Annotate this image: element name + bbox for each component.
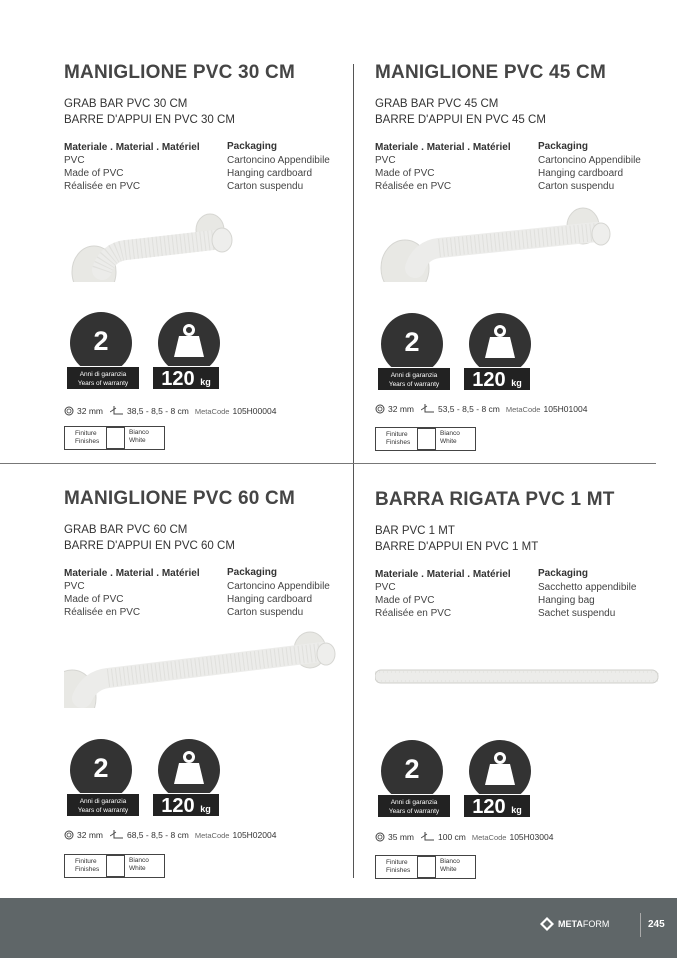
finish-label-it: Finiture: [75, 430, 97, 437]
product-subtitle-en: GRAB BAR PVC 60 CM: [64, 524, 188, 536]
page-number: 245: [648, 919, 665, 930]
diameter-icon: [375, 832, 385, 842]
finish-label-en: Finishes: [386, 867, 411, 874]
material-line: Réalisée en PVC: [64, 607, 141, 618]
metacode-label: MetaCode: [194, 406, 230, 416]
packaging-line: Sachet suspendu: [538, 608, 616, 619]
material-line: Réalisée en PVC: [375, 181, 452, 192]
material-heading: Materiale . Material . Matériel: [375, 569, 511, 580]
finish-label-it: Finiture: [386, 431, 408, 438]
packaging-line: Hanging cardboard: [227, 168, 313, 179]
load-value: 120: [472, 369, 506, 391]
projection-icon: [421, 832, 435, 842]
brand-name-light: FORM: [582, 919, 610, 929]
metacode-label: MetaCode: [505, 404, 541, 414]
weight-icon: [482, 325, 518, 361]
weight-icon: [171, 324, 207, 360]
packaging-line: Cartoncino Appendibile: [538, 155, 641, 166]
packaging-line: Carton suspendu: [227, 607, 304, 618]
product-card-45cm: [375, 62, 665, 462]
packaging-heading: Packaging: [538, 568, 589, 579]
warranty-label-it: Anni di garanzia: [390, 799, 438, 806]
warranty-label-en: Years of warranty: [77, 380, 129, 387]
finish-value-en: White: [440, 866, 457, 873]
projection-value: 38,5 - 8,5 - 8 cm: [126, 406, 189, 416]
metacode-value: 105H03004: [509, 832, 554, 842]
diameter-icon: [64, 406, 74, 416]
spec-line: [375, 404, 587, 414]
material-line: PVC: [64, 155, 85, 166]
finish-box: [375, 427, 476, 451]
packaging-heading: Packaging: [227, 141, 278, 152]
metacode-value: 105H01004: [543, 404, 588, 414]
weight-icon: [482, 752, 518, 788]
projection-icon: [110, 830, 124, 840]
spec-line: [64, 830, 276, 840]
material-heading: Materiale . Material . Matériel: [64, 142, 200, 153]
finish-swatch-white: [417, 428, 436, 450]
packaging-line: Hanging cardboard: [227, 594, 313, 605]
finish-label-it: Finiture: [386, 859, 408, 866]
load-unit: kg: [511, 805, 522, 815]
product-title: MANIGLIONE PVC 60 CM: [64, 488, 295, 509]
finish-box: [64, 426, 165, 450]
product-subtitle-fr: BARRE D'APPUI EN PVC 30 CM: [64, 114, 235, 126]
diameter-value: 32 mm: [388, 404, 414, 414]
packaging-heading: Packaging: [538, 141, 589, 152]
load-unit: kg: [511, 378, 522, 388]
warranty-years: 2: [381, 740, 443, 802]
load-value: 120: [472, 796, 506, 818]
finish-value-en: White: [129, 437, 146, 444]
warranty-years: 2: [381, 313, 443, 375]
product-image: [64, 588, 354, 708]
finish-swatch-white: [106, 427, 125, 449]
warranty-label-en: Years of warranty: [388, 381, 440, 388]
material-line: Réalisée en PVC: [64, 181, 141, 192]
horizontal-divider: [0, 463, 656, 464]
load-value: 120: [161, 368, 195, 390]
metacode-value: 105H02004: [232, 830, 277, 840]
material-heading: Materiale . Material . Matériel: [375, 142, 511, 153]
load-value: 120: [161, 795, 195, 817]
packaging-line: Hanging bag: [538, 595, 595, 606]
diameter-icon: [64, 830, 74, 840]
product-card-1mt: [375, 489, 665, 889]
warranty-label-it: Anni di garanzia: [79, 798, 127, 805]
material-line: PVC: [64, 581, 85, 592]
weight-icon: [171, 751, 207, 787]
finish-value-it: Bianco: [440, 858, 460, 865]
packaging-line: Carton suspendu: [227, 181, 304, 192]
product-title: MANIGLIONE PVC 30 CM: [64, 62, 295, 83]
material-line: Made of PVC: [375, 595, 435, 606]
warranty-years: 2: [70, 739, 132, 801]
spec-line: [64, 406, 276, 416]
finish-swatch-white: [106, 855, 125, 877]
product-image: [375, 589, 665, 709]
finish-label-it: Finiture: [75, 858, 97, 865]
warranty-years: 2: [70, 312, 132, 374]
projection-value: 100 cm: [437, 832, 466, 842]
brand-name-bold: META: [558, 919, 583, 929]
material-line: PVC: [375, 582, 396, 593]
load-unit: kg: [200, 804, 211, 814]
product-subtitle-fr: BARRE D'APPUI EN PVC 60 CM: [64, 540, 235, 552]
product-subtitle-fr: BARRE D'APPUI EN PVC 45 CM: [375, 114, 546, 126]
product-card-60cm: [64, 488, 354, 888]
finish-label-en: Finishes: [75, 866, 100, 873]
material-heading: Materiale . Material . Matériel: [64, 568, 200, 579]
material-line: Made of PVC: [64, 594, 124, 605]
material-line: Made of PVC: [64, 168, 124, 179]
packaging-line: Cartoncino Appendibile: [227, 581, 330, 592]
finish-value-it: Bianco: [129, 429, 149, 436]
finish-value-it: Bianco: [129, 857, 149, 864]
metacode-value: 105H00004: [232, 406, 277, 416]
packaging-line: Cartoncino Appendibile: [227, 155, 330, 166]
projection-icon: [421, 404, 435, 414]
material-line: PVC: [375, 155, 396, 166]
finish-value-en: White: [440, 438, 457, 445]
packaging-line: Sacchetto appendibile: [538, 582, 637, 593]
warranty-label-en: Years of warranty: [388, 808, 440, 815]
load-unit: kg: [200, 377, 211, 387]
projection-icon: [110, 406, 124, 416]
finish-value-it: Bianco: [440, 430, 460, 437]
finish-label-en: Finishes: [75, 438, 100, 445]
warranty-label-en: Years of warranty: [77, 807, 129, 814]
page-number-separator: [640, 913, 641, 937]
projection-value: 53,5 - 8,5 - 8 cm: [437, 404, 500, 414]
product-subtitle-fr: BARRE D'APPUI EN PVC 1 MT: [375, 541, 539, 553]
diameter-value: 35 mm: [388, 832, 414, 842]
product-title: BARRA RIGATA PVC 1 MT: [375, 489, 615, 510]
product-subtitle-en: GRAB BAR PVC 45 CM: [375, 98, 499, 110]
finish-label-en: Finishes: [386, 439, 411, 446]
spec-line: [375, 832, 553, 842]
diameter-value: 32 mm: [77, 830, 103, 840]
packaging-heading: Packaging: [227, 567, 278, 578]
metaform-logo-icon: [540, 917, 554, 931]
warranty-label-it: Anni di garanzia: [79, 371, 127, 378]
material-line: Made of PVC: [375, 168, 435, 179]
finish-box: [375, 855, 476, 879]
diameter-value: 32 mm: [77, 406, 103, 416]
packaging-line: Carton suspendu: [538, 181, 615, 192]
warranty-label-it: Anni di garanzia: [390, 372, 438, 379]
brand-logo: [540, 917, 609, 931]
product-subtitle-en: GRAB BAR PVC 30 CM: [64, 98, 188, 110]
product-image: [375, 162, 665, 282]
finish-swatch-white: [417, 856, 436, 878]
product-title: MANIGLIONE PVC 45 CM: [375, 62, 606, 83]
packaging-line: Hanging cardboard: [538, 168, 624, 179]
diameter-icon: [375, 404, 385, 414]
finish-box: [64, 854, 165, 878]
product-subtitle-en: BAR PVC 1 MT: [375, 525, 455, 537]
product-card-30cm: [64, 62, 354, 462]
metacode-label: MetaCode: [194, 830, 230, 840]
finish-value-en: White: [129, 865, 146, 872]
projection-value: 68,5 - 8,5 - 8 cm: [126, 830, 189, 840]
metacode-label: MetaCode: [471, 832, 507, 842]
material-line: Réalisée en PVC: [375, 608, 452, 619]
product-image: [64, 162, 354, 282]
